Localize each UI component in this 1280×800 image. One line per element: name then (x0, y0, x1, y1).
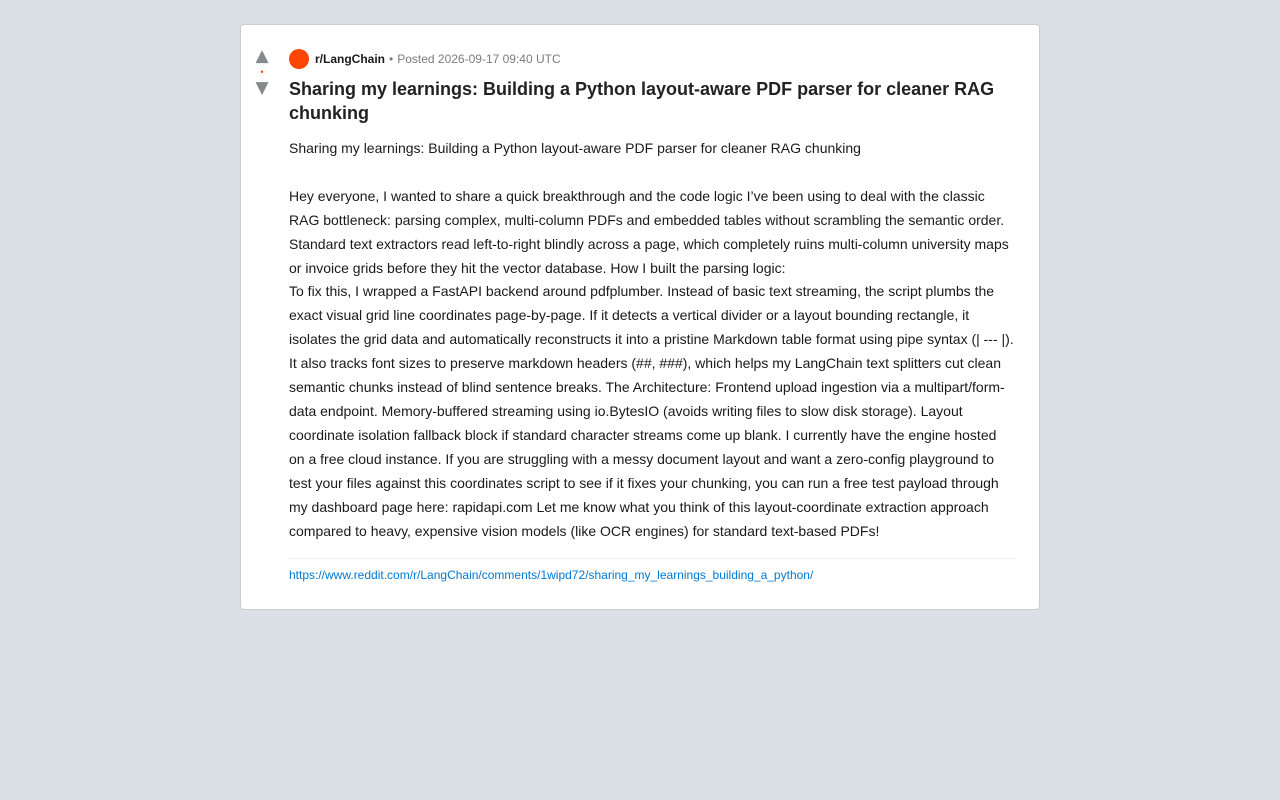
posted-timestamp: Posted 2026-09-17 09:40 UTC (397, 52, 561, 66)
post-title[interactable]: Sharing my learnings: Building a Python layout-aware PDF parser for cleaner RAG chunking (289, 79, 995, 123)
vote-score: • (260, 67, 264, 77)
subreddit-link[interactable]: r/LangChain (315, 52, 386, 66)
post-card (240, 24, 1040, 610)
upvote-icon[interactable]: ▲ (255, 46, 269, 66)
divider (289, 558, 1015, 559)
post-content (289, 49, 1015, 582)
post-body: Sharing my learnings: Building a Python layout-aware PDF parser for cleaner RAG chunking Hey everyone, I wanted to share a quick breakthrough and the code logic I’ve been using to deal with the classic RAG bottleneck: parsing complex, multi-column PDFs and embedded tables without scrambling the semantic order. Standard text extractors read left-to-right blindly across a page, which completely ruins multi-column university maps or invoice grids before they hit the vector database. How I built the parsing logic: To fix this, I wrapped a FastAPI backend around pdfplumber. Instead of basic text streaming, the script plumbs the exact visual grid line coordinates page-by-page. If it detects a vertical divider or a layout bounding rectangle, it isolates the grid data and automatically reconstructs it into a pristine Markdown table format using pipe syntax (| --- |). It also tracks font sizes to preserve markdown headers (##, ###), which helps my LangChain text splitters cut clean semantic chunks instead of blind sentence breaks. The Architecture: Frontend upload ingestion via a multipart/form-data endpoint. Memory-buffered streaming using io.BytesIO (avoids writing files to slow disk storage). Layout coordinate isolation fallback block if standard character streams come up blank. I currently have the engine hosted on a free cloud instance. If you are struggling with a messy document layout and want a zero-config playground to test your files against this coordinates script to see if it fixes your chunking, you can run a free test payload through my dashboard page here: rapidapi.com Let me know what you think of this layout-coordinate extraction approach compared to heavy, expensive vision models (like OCR engines) for standard text-based PDFs! (289, 140, 1014, 539)
subreddit-avatar-icon[interactable] (289, 49, 309, 69)
post-meta (289, 49, 1015, 69)
vote-column (241, 47, 283, 97)
meta-separator: • (389, 52, 394, 66)
permalink[interactable]: https://www.reddit.com/r/LangChain/comments/1wipd72/sharing_my_learnings_building_a_python/ (289, 568, 814, 583)
downvote-icon[interactable]: ▼ (255, 78, 269, 98)
